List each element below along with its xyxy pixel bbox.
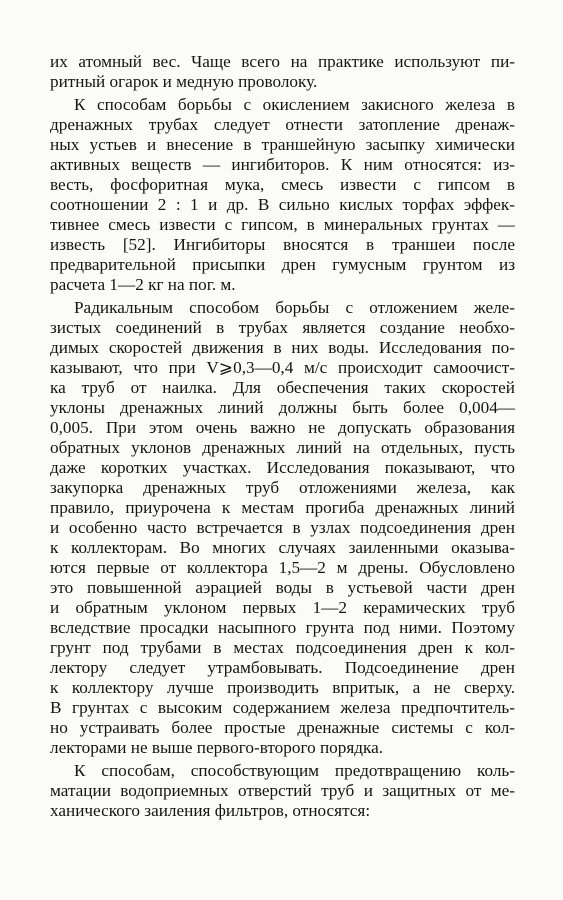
text-line: известь [52]. Ингибиторы вносятся в траншеи после — [50, 235, 515, 254]
text-line: к коллектору лучше производить впритык, а не сверху. — [50, 678, 515, 697]
text-line: дренажных трубах следует отнести затопление дренаж- — [50, 115, 515, 134]
text-line: грунт под трубами в местах подсоединения дрен к кол- — [50, 638, 515, 657]
text-line: лекторами не выше первого-второго порядка. — [50, 738, 384, 757]
text-line: ка труб от наилка. Для обеспечения таких скоростей — [50, 378, 515, 397]
text-line: матации водоприемных отверстий труб и защитных от ме- — [50, 781, 515, 800]
text-line: лектору следует утрамбовывать. Подсоединение дрен — [50, 658, 515, 677]
text-line: и обратным уклоном первых 1—2 керамических труб — [50, 598, 515, 617]
text-line: весть, фосфоритная мука, смесь извести с гипсом в — [50, 175, 515, 194]
text-line: к коллекторам. Во многих случаях заиленными оказыва- — [50, 538, 515, 557]
text-line: казывают, что при V⩾0,3—0,4 м/с происходит самоочист- — [50, 358, 515, 377]
text-line: тивнее смесь извести с гипсом, в минеральных грунтах — — [50, 215, 515, 234]
text-line: это повышенной аэрацией воды в устьевой части дрен — [50, 578, 515, 597]
text-line: В грунтах с высоким содержанием железа предпочтитель- — [50, 698, 515, 717]
text-line: предварительной присыпки дрен гумусным грунтом из — [50, 255, 515, 274]
text-line: 0,005. При этом очень важно не допускать образования — [50, 418, 515, 437]
text-line: К способам борьбы с окислением закисного железа в — [74, 95, 515, 114]
text-line: обратных уклонов дренажных линий на отдельных, пусть — [50, 438, 515, 457]
text-line: зистых соединений в трубах является создание необхо- — [50, 318, 515, 337]
text-line: ханического заиления фильтров, относятся: — [50, 801, 371, 820]
text-line: их атомный вес. Чаще всего на практике используют пи- — [50, 52, 515, 71]
text-line: правило, приурочена к местам прогиба дренажных линий — [50, 498, 515, 517]
text-line: закупорка дренажных труб отложениями железа, как — [50, 478, 515, 497]
text-line: ются первые от коллектора 1,5—2 м дрены. Обусловлено — [50, 558, 515, 577]
text-line: и особенно часто встречается в узлах подсоединения дрен — [50, 518, 515, 537]
text-line: ритный огарок и медную проволоку. — [50, 72, 318, 91]
text-line: вследствие просадки насыпного грунта под ними. Поэтому — [50, 618, 515, 637]
text-line: соотношении 2 : 1 и др. В сильно кислых торфах эффек- — [50, 195, 515, 214]
text-line: но устраивать более простые дренажные системы с кол- — [50, 718, 515, 737]
text-line: ных устьев и внесение в траншейную засыпку химически — [50, 135, 515, 154]
text-line: димых скоростей движения в них воды. Исследования по- — [50, 338, 515, 357]
text-line: К способам, способствующим предотвращению коль- — [74, 761, 515, 780]
text-line: даже коротких участках. Исследования показывают, что — [50, 458, 515, 477]
text-line: активных веществ — ингибиторов. К ним относятся: из- — [50, 155, 515, 174]
text-line: расчета 1—2 кг на пог. м. — [50, 275, 236, 294]
text-line: Радикальным способом борьбы с отложением желе- — [74, 298, 515, 317]
text-line: уклоны дренажных линий должны быть более 0,004— — [50, 398, 515, 417]
